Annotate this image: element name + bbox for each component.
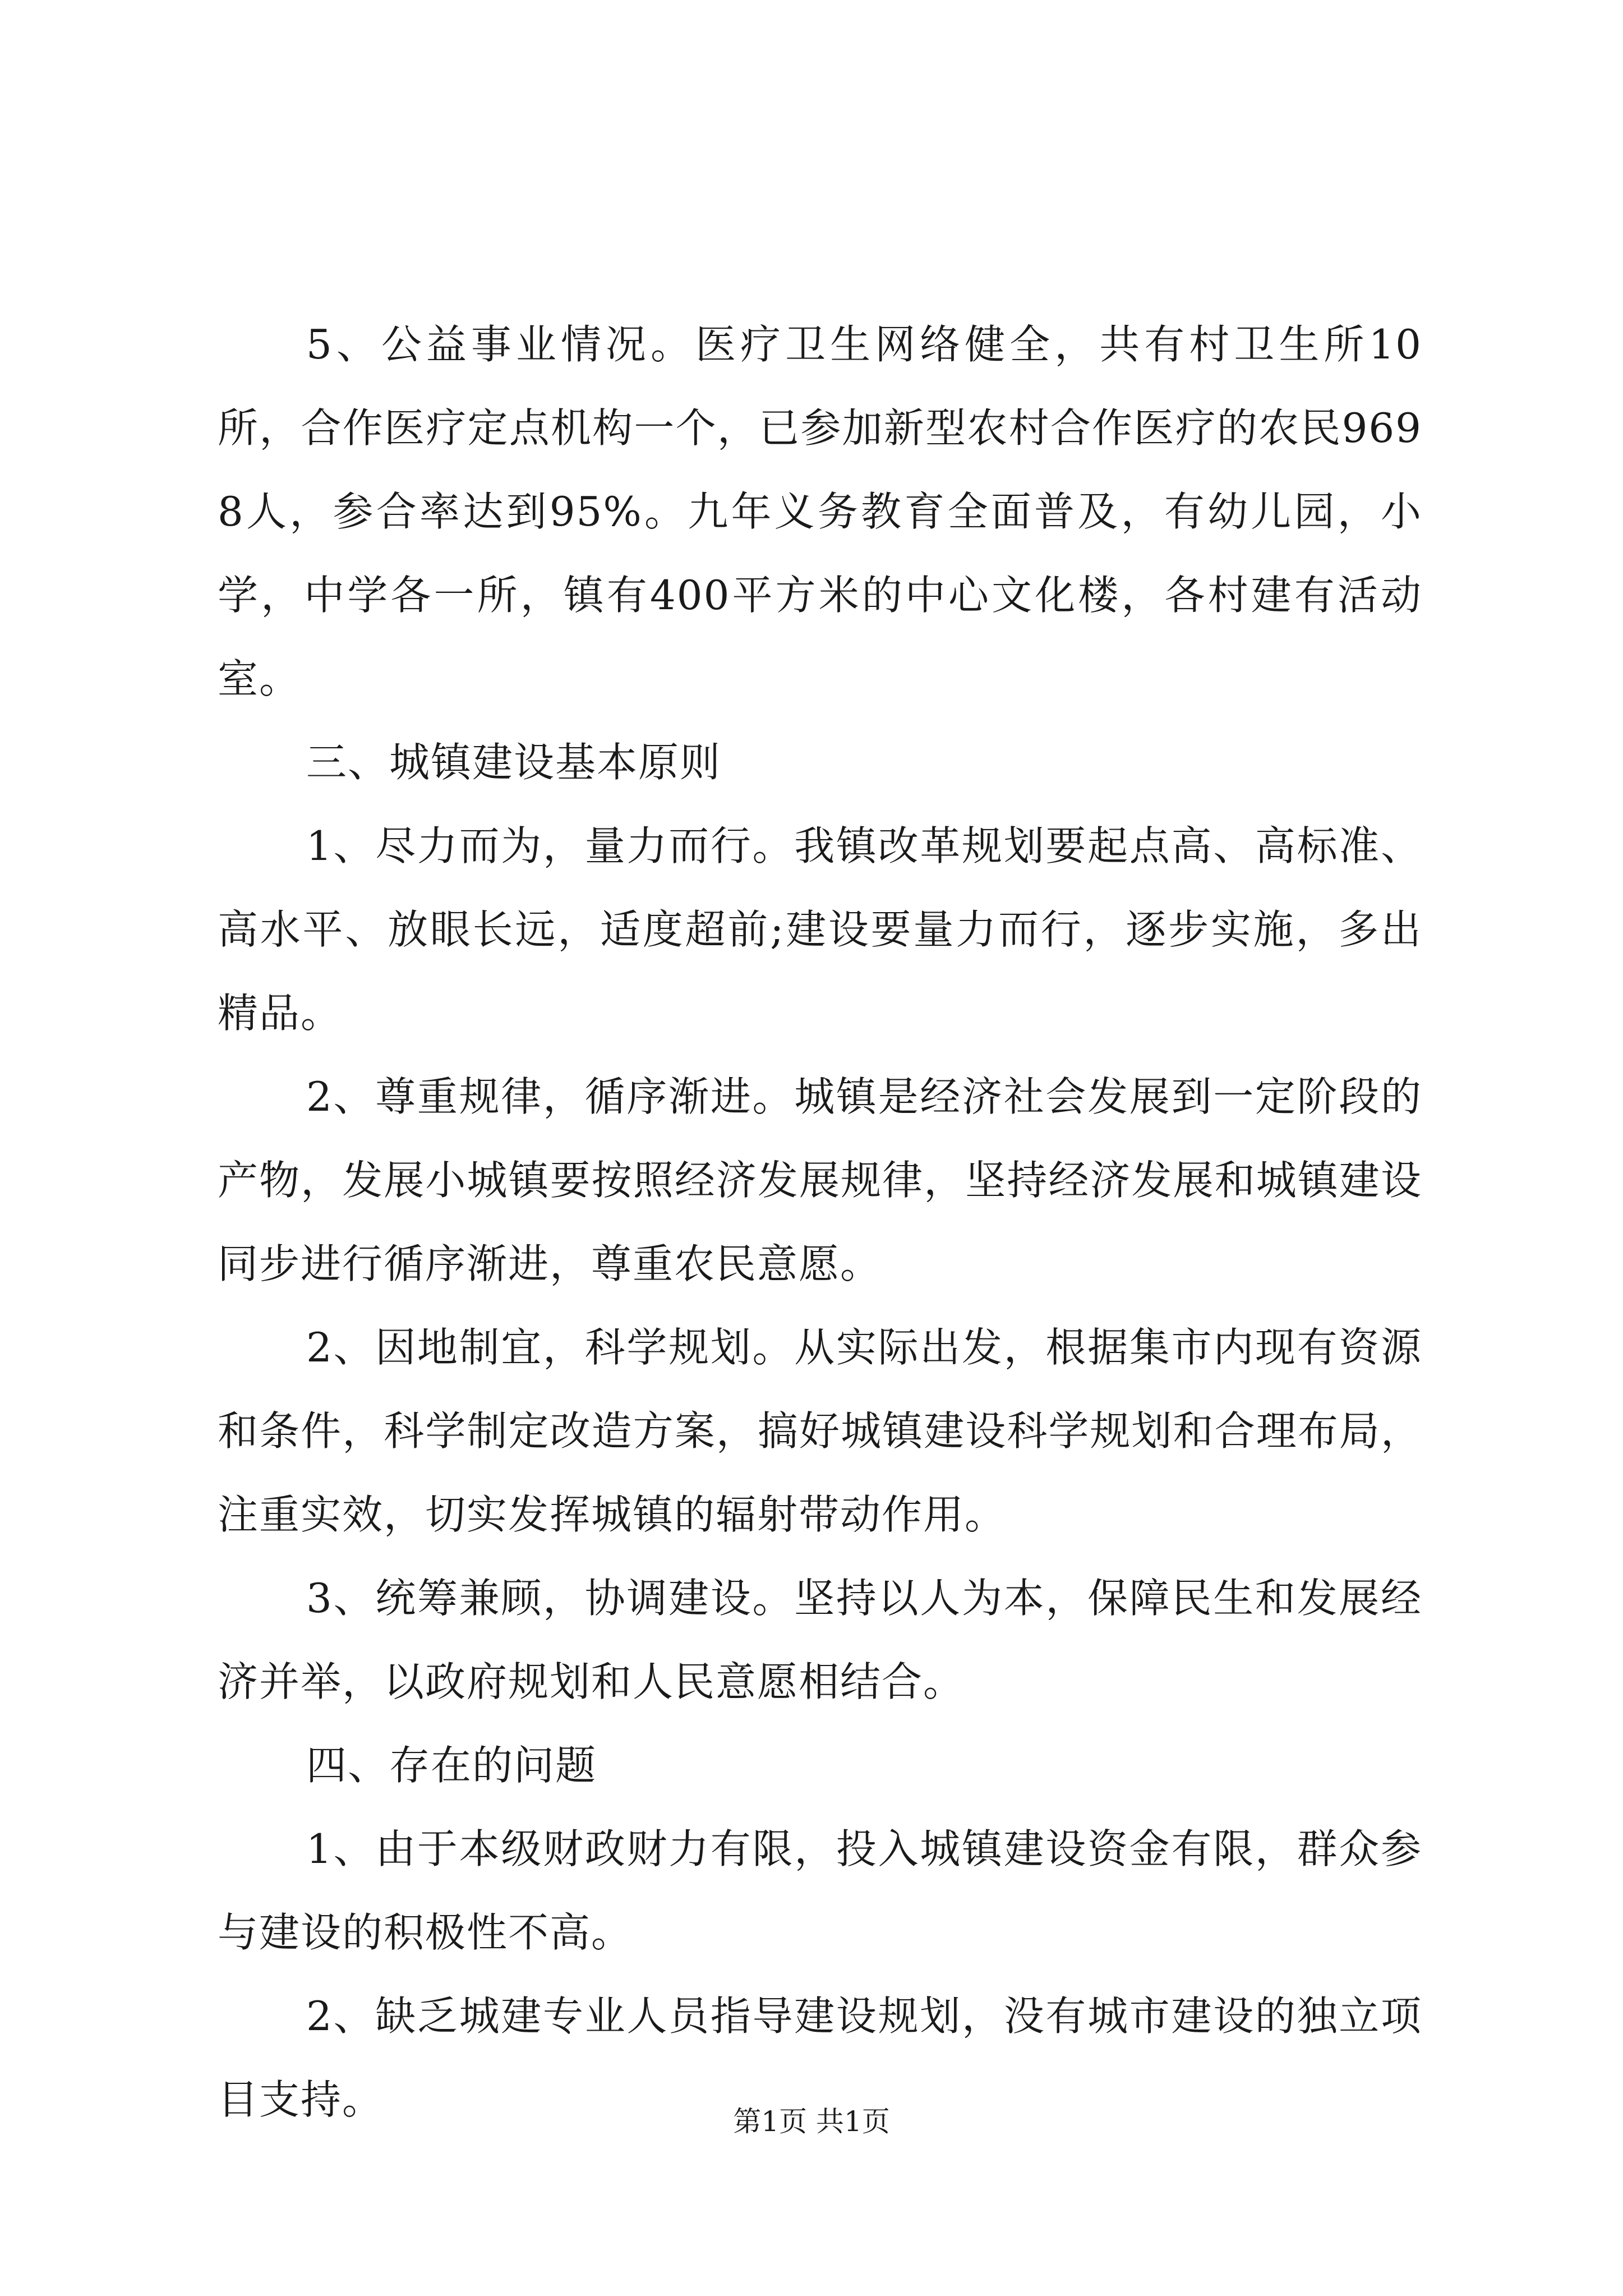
paragraph-public-welfare: 5、公益事业情况。医疗卫生网络健全，共有村卫生所10所，合作医疗定点机构一个，已参加新型农村合作医疗的农民9698人，参合率达到95%。九年义务教育全面普及，有幼儿园，小学，中学各一所，镇有400平方米的中心文化楼，各村建有活动室。 [218,321,1422,702]
section-heading-problems: 四、存在的问题 [306,1742,597,1789]
paragraph-problem-1: 1、由于本级财政财力有限，投入城镇建设资金有限，群众参与建设的积极性不高。 [218,1825,1422,1956]
section-heading-principles: 三、城镇建设基本原则 [306,739,722,786]
page-footer [0,2105,1623,2138]
paragraph-principle-2: 2、尊重规律，循序渐进。城镇是经济社会发展到一定阶段的产物，发展小城镇要按照经济发展规律，坚持经济发展和城镇建设同步进行循序渐进，尊重农民意愿。 [218,1073,1422,1287]
paragraph-principle-1: 1、尽力而为，量力而行。我镇改革规划要起点高、高标准、高水平、放眼长远，适度超前;建设要量力而行，逐步实施，多出精品。 [218,822,1422,1037]
paragraph-principle-3: 2、因地制宜，科学规划。从实际出发，根据集市内现有资源和条件，科学制定改造方案，搞好城镇建设科学规划和合理布局，注重实效，切实发挥城镇的辐射带动作用。 [218,1324,1422,1538]
paragraph-principle-4: 3、统筹兼顾，协调建设。坚持以人为本，保障民生和发展经济并举，以政府规划和人民意愿相结合。 [218,1575,1422,1705]
document-body [218,303,1422,2142]
paragraph-problem-2: 2、缺乏城建专业人员指导建设规划，没有城市建设的独立项目支持。 [218,1993,1422,2123]
page-number-label: 第1页 共1页 [733,2105,890,2138]
